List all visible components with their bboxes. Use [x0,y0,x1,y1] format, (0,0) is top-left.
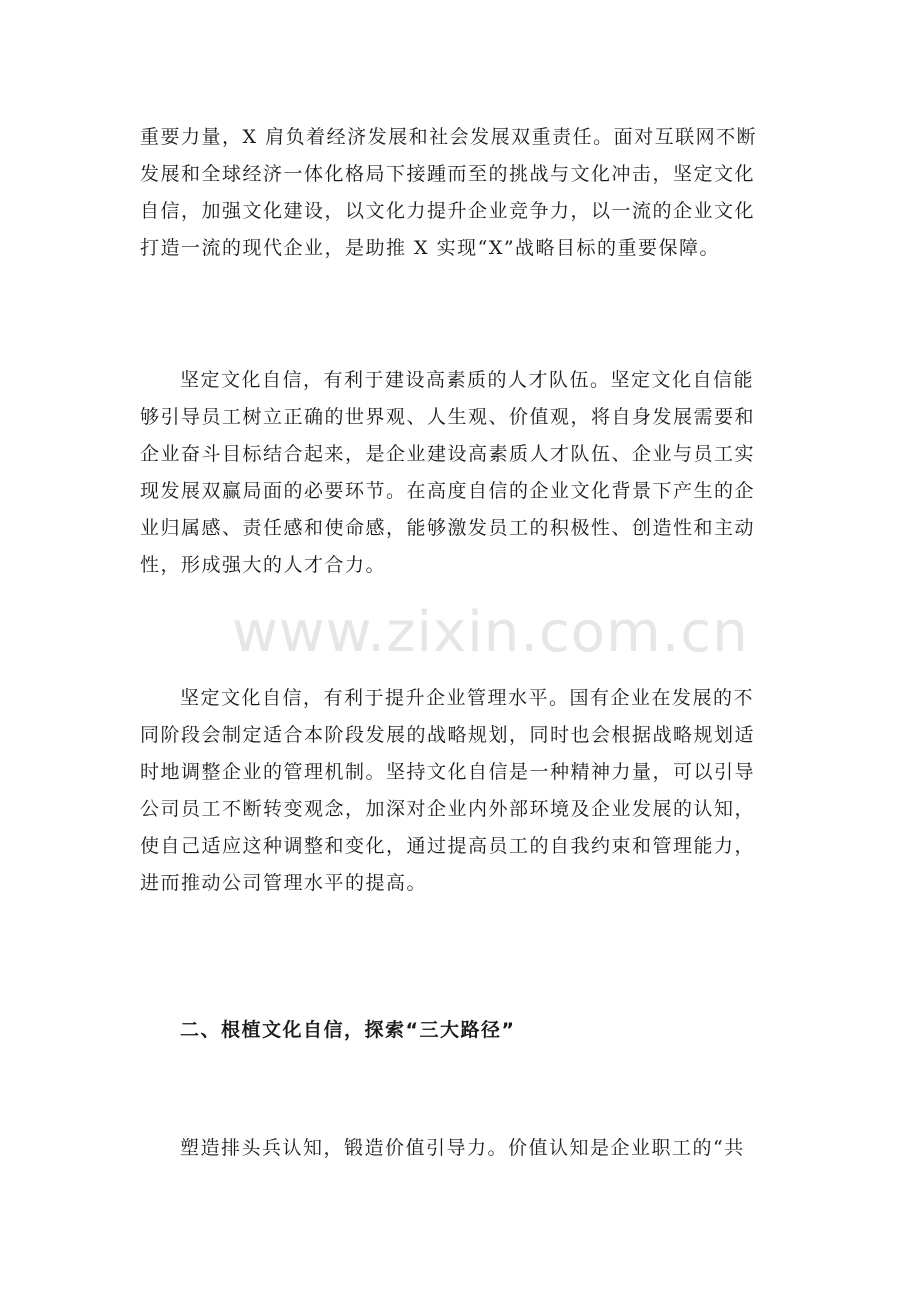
paragraph-line: 现发展双赢局面的必要环节。在高度自信的企业文化背景下产生的企 [140,480,756,502]
paragraph-2 [140,362,780,584]
paragraph-line: 坚定文化自信，有利于提升企业管理水平。国有企业在发展的不 [180,687,755,709]
paragraph-3 [140,680,780,902]
paragraph-line: 使自己适应这种调整和变化，通过提高员工的自我约束和管理能力， [140,835,756,857]
paragraph-line: 坚定文化自信，有利于建设高素质的人才队伍。坚定文化自信能 [180,369,755,391]
paragraph-line: 塑造排头兵认知，锻造价值引导力。价值认知是企业职工的“共 [180,1137,745,1159]
paragraph-line: 公司员工不断转变观念，加深对企业内外部环境及企业发展的认知， [140,798,756,820]
paragraph-line: 同阶段会制定适合本阶段发展的战略规划，同时也会根据战略规划适 [140,724,756,746]
paragraph-line: 进而推动公司管理水平的提高。 [140,872,428,894]
paragraph-line: 发展和全球经济一体化格局下接踵而至的挑战与文化冲击，坚定文化 [140,163,756,185]
paragraph-line: 重要力量，X 肩负着经济发展和社会发展双重责任。面对互联网不断 [140,126,758,148]
watermark-text: www.zixin.com.cn [232,600,749,665]
paragraph-line: 性，形成强大的人才合力。 [140,554,387,576]
paragraph-1 [140,119,780,267]
paragraph-line: 企业奋斗目标结合起来，是企业建设高素质人才队伍、企业与员工实 [140,443,756,465]
section-heading: 二、根植文化自信，探索“三大路径” [180,1019,516,1041]
paragraph-line: 打造一流的现代企业，是助推 X 实现“X”战略目标的重要保障。 [140,237,721,259]
paragraph-line: 时地调整企业的管理机制。坚持文化自信是一种精神力量，可以引导 [140,761,756,783]
paragraph-line: 够引导员工树立正确的世界观、人生观、价值观，将自身发展需要和 [140,406,756,428]
paragraph-4 [140,1130,780,1167]
paragraph-line: 自信，加强文化建设，以文化力提升企业竞争力，以一流的企业文化 [140,200,756,222]
paragraph-line: 业归属感、责任感和使命感，能够激发员工的积极性、创造性和主动 [140,517,756,539]
